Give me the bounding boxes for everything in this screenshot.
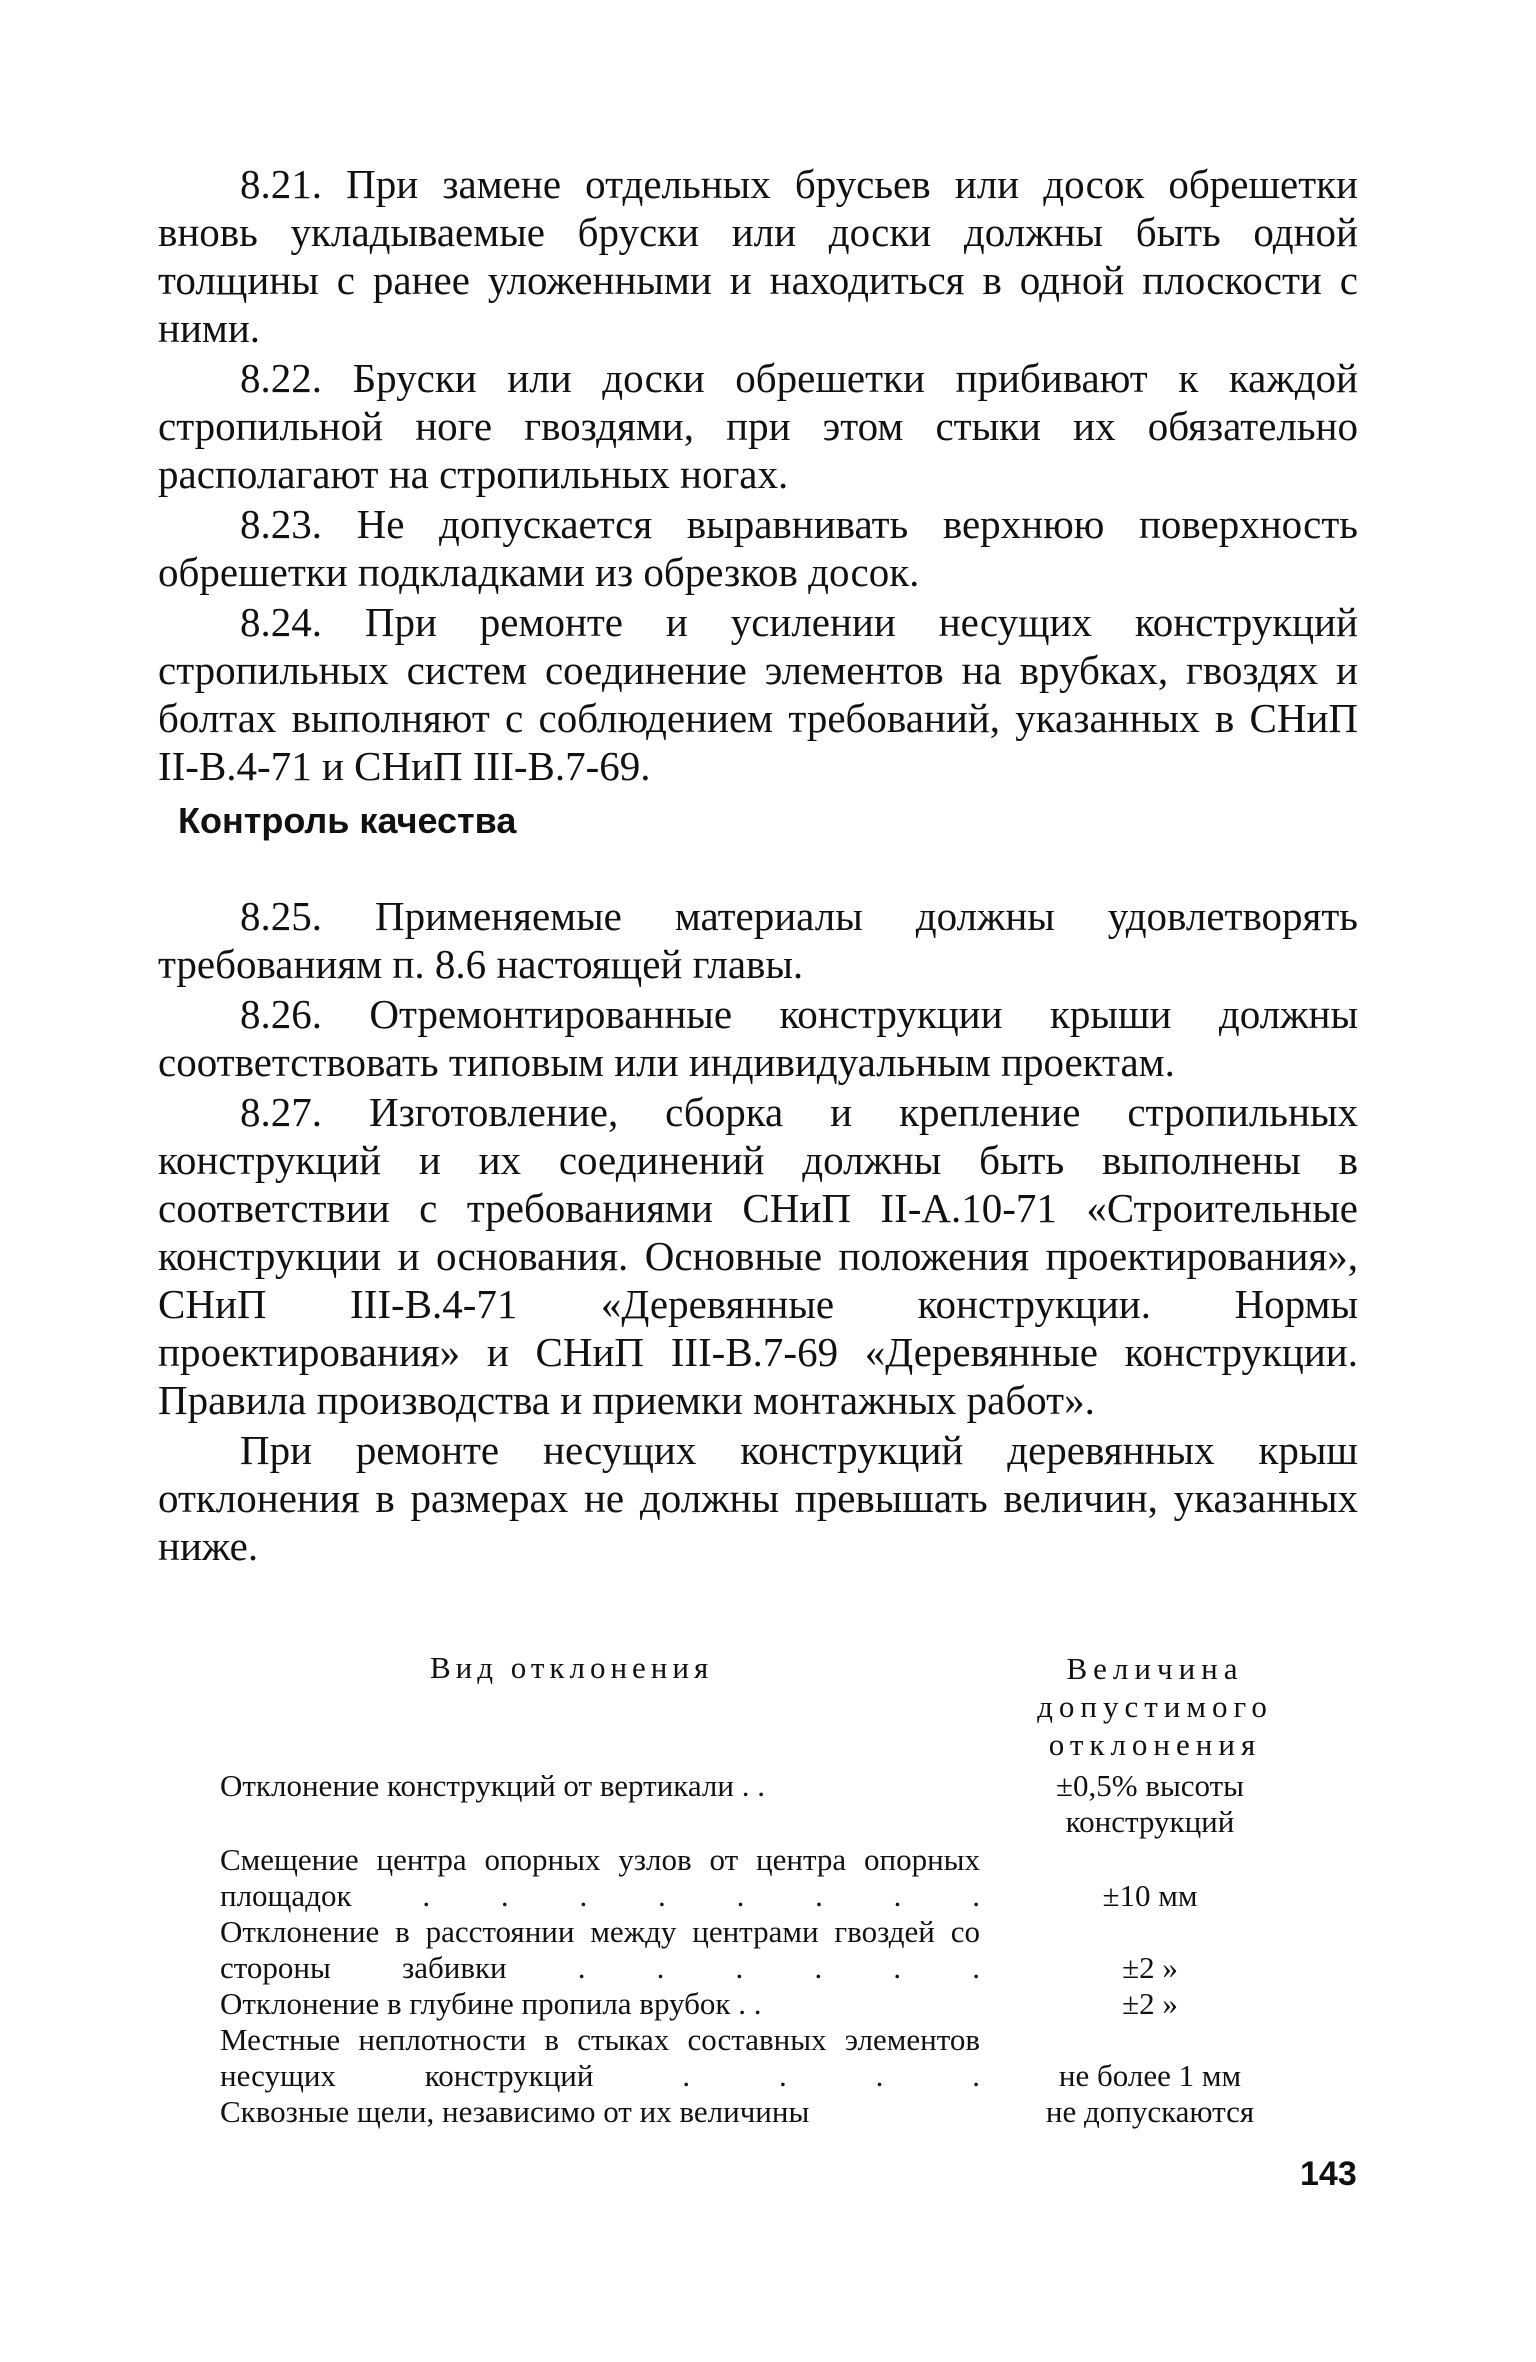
table-header-value [990,1650,1320,1764]
row-value: ±10 мм [1102,1878,1198,1913]
row-value [995,1768,1305,1840]
paragraph-8-26: 8.26. Отремонтированные конструкции крыши должны соответствовать типовым или индивидуальным проектам. [158,991,1358,1085]
paragraph-8-25: 8.25. Применяемые материалы должны удовлетворять требованиям п. 8.6 настоящей главы. [158,893,1358,987]
page-number: 143 [1300,2155,1357,2193]
row-name: Сквозные щели, независимо от их величины [220,2094,810,2129]
paragraph-8-23: 8.23. Не допускается выравнивать верхнюю поверхность обрешетки подкладками из обрезков досок. [158,501,1358,595]
row-value-line1: ±0,5% высоты [1055,1768,1245,1803]
section-text-bottom [158,892,1358,1572]
row-name: Смещение центра опорных узлов от центра опорных площадок . . . . . . . . [220,1842,980,1913]
table-header-value-line3: отклонения [1048,1727,1262,1762]
row-value-line2: конструкций [1065,1804,1235,1839]
row-name: Отклонение в глубине пропила врубок . . [220,1986,762,2021]
row-value: не допускаются [1045,2094,1255,2129]
section-text-top [158,160,1358,792]
row-name: Местные неплотности в стыках составных элементов несущих конструкций . . . . [220,2022,980,2093]
row-name: Отклонение конструкций от вертикали . . [220,1768,765,1803]
row-value: не более 1 мм [1058,2058,1242,2093]
paragraph-deviations-intro: При ремонте несущих конструкций деревянных крыш отклонения в размерах не должны превышать величин, указанных ниже. [158,1427,1358,1569]
paragraph-8-24: 8.24. При ремонте и усилении несущих конструкций стропильных систем соединение элементов на врубках, гвоздях и болтах выполняют с соблюдением требований, указанных в СНиП II-В.4-71 и СНиП III-В.7-69. [158,599,1358,789]
table-header-value-line1: Величина [1066,1651,1244,1686]
section-heading: Контроль качества [178,800,517,841]
row-name: Отклонение в расстоянии между центрами гвоздей со стороны забивки . . . . . . [220,1914,980,1985]
table-header-value-line2: допустимого [1037,1689,1273,1724]
paragraph-8-21: 8.21. При замене отдельных брусьев или досок обрешетки вновь укладываемые бруски или доски должны быть одной толщины с ранее уложенными и находиться в одной плоскости с ними. [158,161,1358,351]
paragraph-8-27: 8.27. Изготовление, сборка и крепление стропильных конструкций и их соединений должны быть выполнены в соответствии с требованиями СНиП II-А.10-71 «Строительные конструкции и основания. Основные положения проектирования», СНиП III-В.4-71 «Деревянные конструкции. Нормы проектирования» и СНиП III-В.7-69 «Деревянные конструкции. Правила производства и приемки монтажных работ». [158,1089,1358,1423]
row-value: ±2 » [1122,1986,1178,2021]
paragraph-8-22: 8.22. Бруски или доски обрешетки прибивают к каждой стропильной ноге гвоздями, при этом стыки их обязательно располагают на стропильных ногах. [158,355,1358,497]
row-value: ±2 » [1122,1950,1178,1985]
table-header-type: Вид отклонения [430,1650,714,1685]
